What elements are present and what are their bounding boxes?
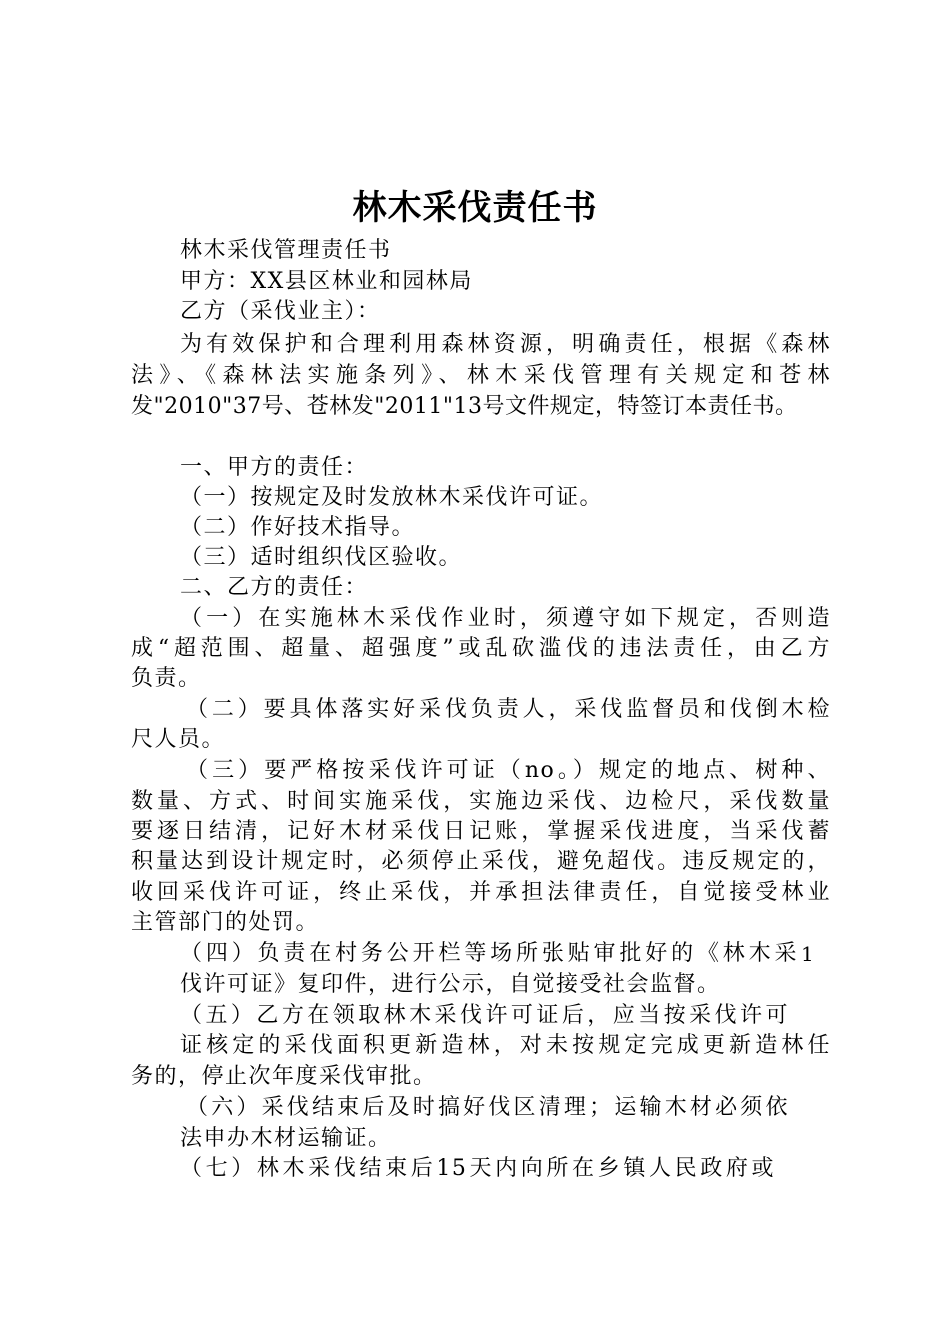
body-line: （五）乙方在领取林木采伐许可证后，应当按采伐许可 [180,1003,789,1028]
body-line: 成“超范围、超量、超强度”或乱砍滥伐的违法责任，由乙方 [131,636,831,661]
body-line: （二）要具体落实好采伐负责人，采伐监督员和伐倒木检 [186,697,831,722]
body-line: 发"2010"37号、苍林发"2011"13号文件规定，特签订本责任书。 [131,394,798,419]
list-item: （三）适时组织伐区验收。 [180,545,463,570]
body-line: 尺人员。 [131,727,226,752]
party-b-line: 乙方（采伐业主）： [180,299,381,324]
page-number: 1 [801,942,816,966]
document-title: 林木采伐责任书 [352,188,598,228]
section-heading: 二、乙方的责任： [180,575,369,600]
body-line: 收回采伐许可证，终止采伐，并承担法律责任，自觉接受林业 [131,880,831,905]
list-item: （二）作好技术指导。 [180,515,416,540]
body-line: 为有效保护和合理利用森林资源，明确责任，根据《森林 [180,332,831,357]
body-line: 法》、《森林法实施条列》、林木采伐管理有关规定和苍林 [131,363,831,388]
body-line: （六）采伐结束后及时搞好伐区清理；运输木材必须依 [186,1095,789,1120]
body-line: （三）要严格按采伐许可证（no。）规定的地点、树种、 [186,758,831,783]
body-line: 法申办木材运输证。 [180,1126,392,1151]
body-line: 积量达到设计规定时，必须停止采伐，避免超伐。违反规定的， [131,849,831,874]
body-line: （七）林木采伐结束后15天内向所在乡镇人民政府或 [180,1156,775,1181]
body-line: 要逐日结清，记好木材采伐日记账，掌握采伐进度，当采伐蓄 [131,819,831,844]
party-a-line: 甲方：XX县区林业和园林局 [180,269,473,294]
body-line: 证核定的采伐面积更新造林，对未按规定完成更新造林任 [180,1033,831,1058]
section-heading: 一、甲方的责任： [180,455,369,480]
body-line: 负责。 [131,666,202,691]
body-line: 务的，停止次年度采伐审批。 [131,1064,437,1089]
body-line: 伐许可证》复印件，进行公示，自觉接受社会监督。 [180,972,721,997]
body-line: （四）负责在村务公开栏等场所张贴审批好的《林木采 [180,941,798,966]
body-line: （一）在实施林木采伐作业时，须遵守如下规定，否则造 [180,606,831,631]
subtitle-line: 林木采伐管理责任书 [180,238,392,263]
list-item: （一）按规定及时发放林木采伐许可证。 [180,485,604,510]
body-line: 数量、方式、时间实施采伐，实施边采伐、边检尺，采伐数量 [131,789,831,814]
body-line: 主管部门的处罚。 [131,910,320,935]
